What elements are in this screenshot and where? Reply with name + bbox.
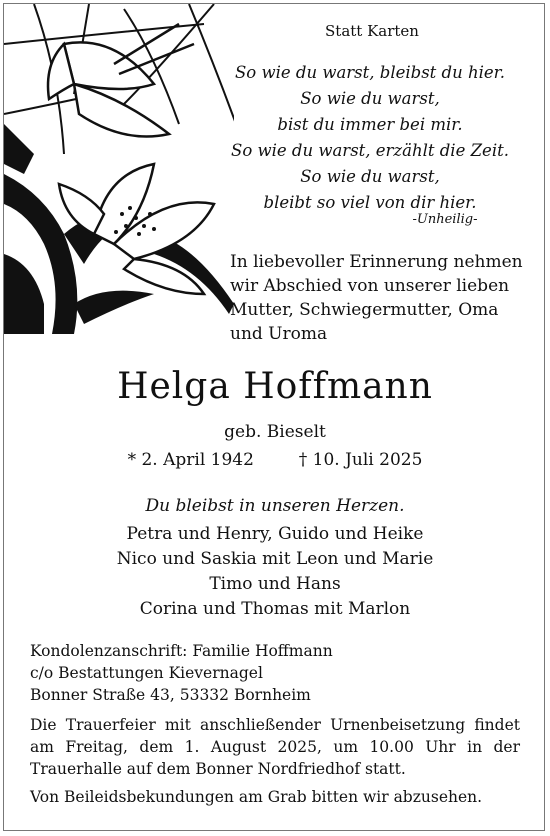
poem-author: -Unheilig- xyxy=(412,212,478,227)
mourner-line: Nico und Saskia mit Leon und Marie xyxy=(116,549,434,569)
poem-line: So wie du warst, erzählt die Zeit. xyxy=(231,141,509,160)
birth-name: geb. Bieselt xyxy=(224,422,326,442)
ceremony-info xyxy=(30,714,520,780)
poem-line: So wie du warst, bleibst du hier. xyxy=(235,63,505,82)
statt-karten-label: Statt Karten xyxy=(325,22,419,40)
intro-line: und Uroma xyxy=(230,324,328,344)
intro-line: wir Abschied von unserer lieben xyxy=(230,276,510,296)
mourner-line: Timo und Hans xyxy=(209,574,341,594)
deceased-name: Helga Hoffmann xyxy=(117,366,433,407)
condolence-note: Von Beileidsbekundungen am Grab bitten wir abzusehen. xyxy=(30,788,483,806)
poem-line: bleibt so viel von dir hier. xyxy=(263,193,477,212)
poem xyxy=(210,60,530,216)
poem-line: So wie du warst, xyxy=(300,167,440,186)
ceremony-line: Trauerhalle auf dem Bonner Nordfriedhof statt. xyxy=(30,760,406,778)
ceremony-line: am Freitag, dem 1. August 2025, um 10.00 Uhr in der xyxy=(30,738,520,756)
life-dates xyxy=(0,450,550,470)
address-line: c/o Bestattungen Kievernagel xyxy=(30,664,263,682)
intro-text xyxy=(230,250,523,346)
address-line: Kondolenzanschrift: Familie Hoffmann xyxy=(30,642,333,660)
death-date: † 10. Juli 2025 xyxy=(298,450,423,470)
mourner-line: Corina und Thomas mit Marlon xyxy=(139,599,411,619)
poem-line: bist du immer bei mir. xyxy=(277,115,463,134)
ceremony-line: Die Trauerfeier mit anschließender Urnenbeisetzung findet xyxy=(30,716,520,734)
intro-line: In liebevoller Erinnerung nehmen xyxy=(230,252,523,272)
upper-lily xyxy=(48,24,194,137)
mourners-list xyxy=(0,522,550,622)
mourner-line: Petra und Henry, Guido und Heike xyxy=(126,524,424,544)
poem-line: So wie du warst, xyxy=(300,89,440,108)
motto: Du bleibst in unseren Herzen. xyxy=(145,496,405,516)
address-line: Bonner Straße 43, 53332 Bornheim xyxy=(30,686,311,704)
intro-line: Mutter, Schwiegermutter, Oma xyxy=(230,300,499,320)
condolence-address xyxy=(30,640,333,706)
lily-illustration xyxy=(4,4,234,334)
birth-date: * 2. April 1942 xyxy=(127,450,254,470)
